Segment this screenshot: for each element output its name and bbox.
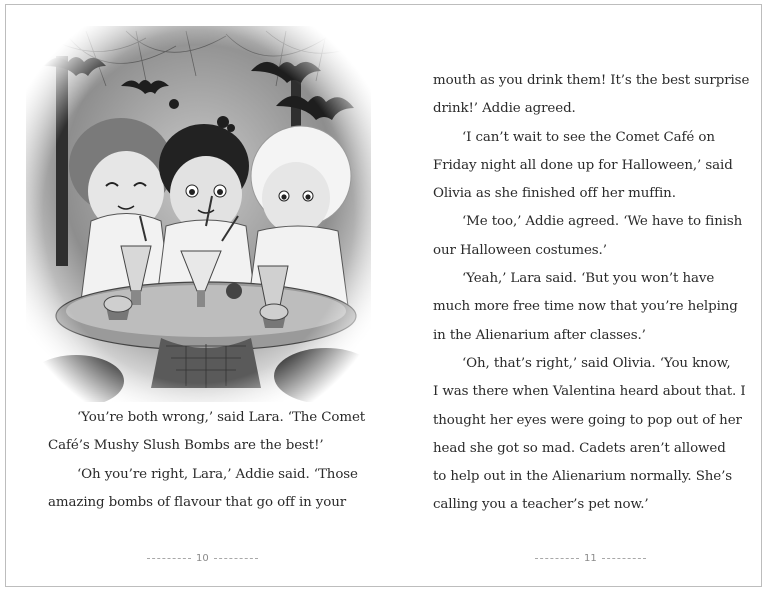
- folio-dash: [602, 558, 646, 559]
- left-page: [6, 5, 389, 586]
- text-line: Café’s Mushy Slush Bombs are the best!’: [48, 438, 324, 454]
- page-number: 11: [584, 553, 597, 564]
- text-line: mouth as you drink them! It’s the best surprise: [433, 73, 750, 88]
- text-line: in the Alienarium after classes.’: [433, 327, 646, 343]
- left-page-text: [48, 404, 365, 517]
- page-number: 10: [196, 553, 209, 564]
- text-line: Friday night all done up for Halloween,’ said: [433, 157, 733, 173]
- text-line: ‘Oh, that’s right,’ said Olivia. ‘You know,: [462, 355, 731, 371]
- text-line: ‘Oh you’re right, Lara,’ Addie said. ‘Those: [77, 466, 358, 482]
- text-line: ‘You’re both wrong,’ said Lara. ‘The Comet: [77, 410, 366, 425]
- text-line: drink!’ Addie agreed.: [433, 101, 576, 117]
- text-line: much more free time now that you’re helping: [433, 299, 738, 315]
- book-spread: [5, 4, 762, 587]
- text-line: Olivia as she finished off her muffin.: [433, 186, 676, 202]
- folio-dash: [147, 558, 191, 559]
- illustration-three-girls-halloween-cafe: [26, 26, 371, 402]
- text-line: to help out in the Alienarium normally. She’s: [433, 469, 733, 485]
- text-line: our Halloween costumes.’: [433, 242, 607, 258]
- page-number-left: [147, 553, 258, 564]
- folio-dash: [535, 558, 579, 559]
- folio-dash: [214, 558, 258, 559]
- text-line: head she got so mad. Cadets aren’t allowed: [433, 440, 726, 456]
- text-line: ‘Me too,’ Addie agreed. ‘We have to finish: [462, 214, 743, 230]
- page-number-right: [535, 553, 646, 564]
- text-line: I was there when Valentina heard about that. I: [433, 384, 746, 400]
- text-line: amazing bombs of flavour that go off in your: [48, 494, 347, 510]
- text-line: thought her eyes were going to pop out of her: [433, 412, 742, 428]
- text-line: calling you a teacher’s pet now.’: [433, 497, 649, 513]
- text-line: ‘I can’t wait to see the Comet Café on: [462, 129, 715, 145]
- text-line: ‘Yeah,’ Lara said. ‘But you won’t have: [462, 271, 715, 287]
- right-page-text: [433, 67, 749, 520]
